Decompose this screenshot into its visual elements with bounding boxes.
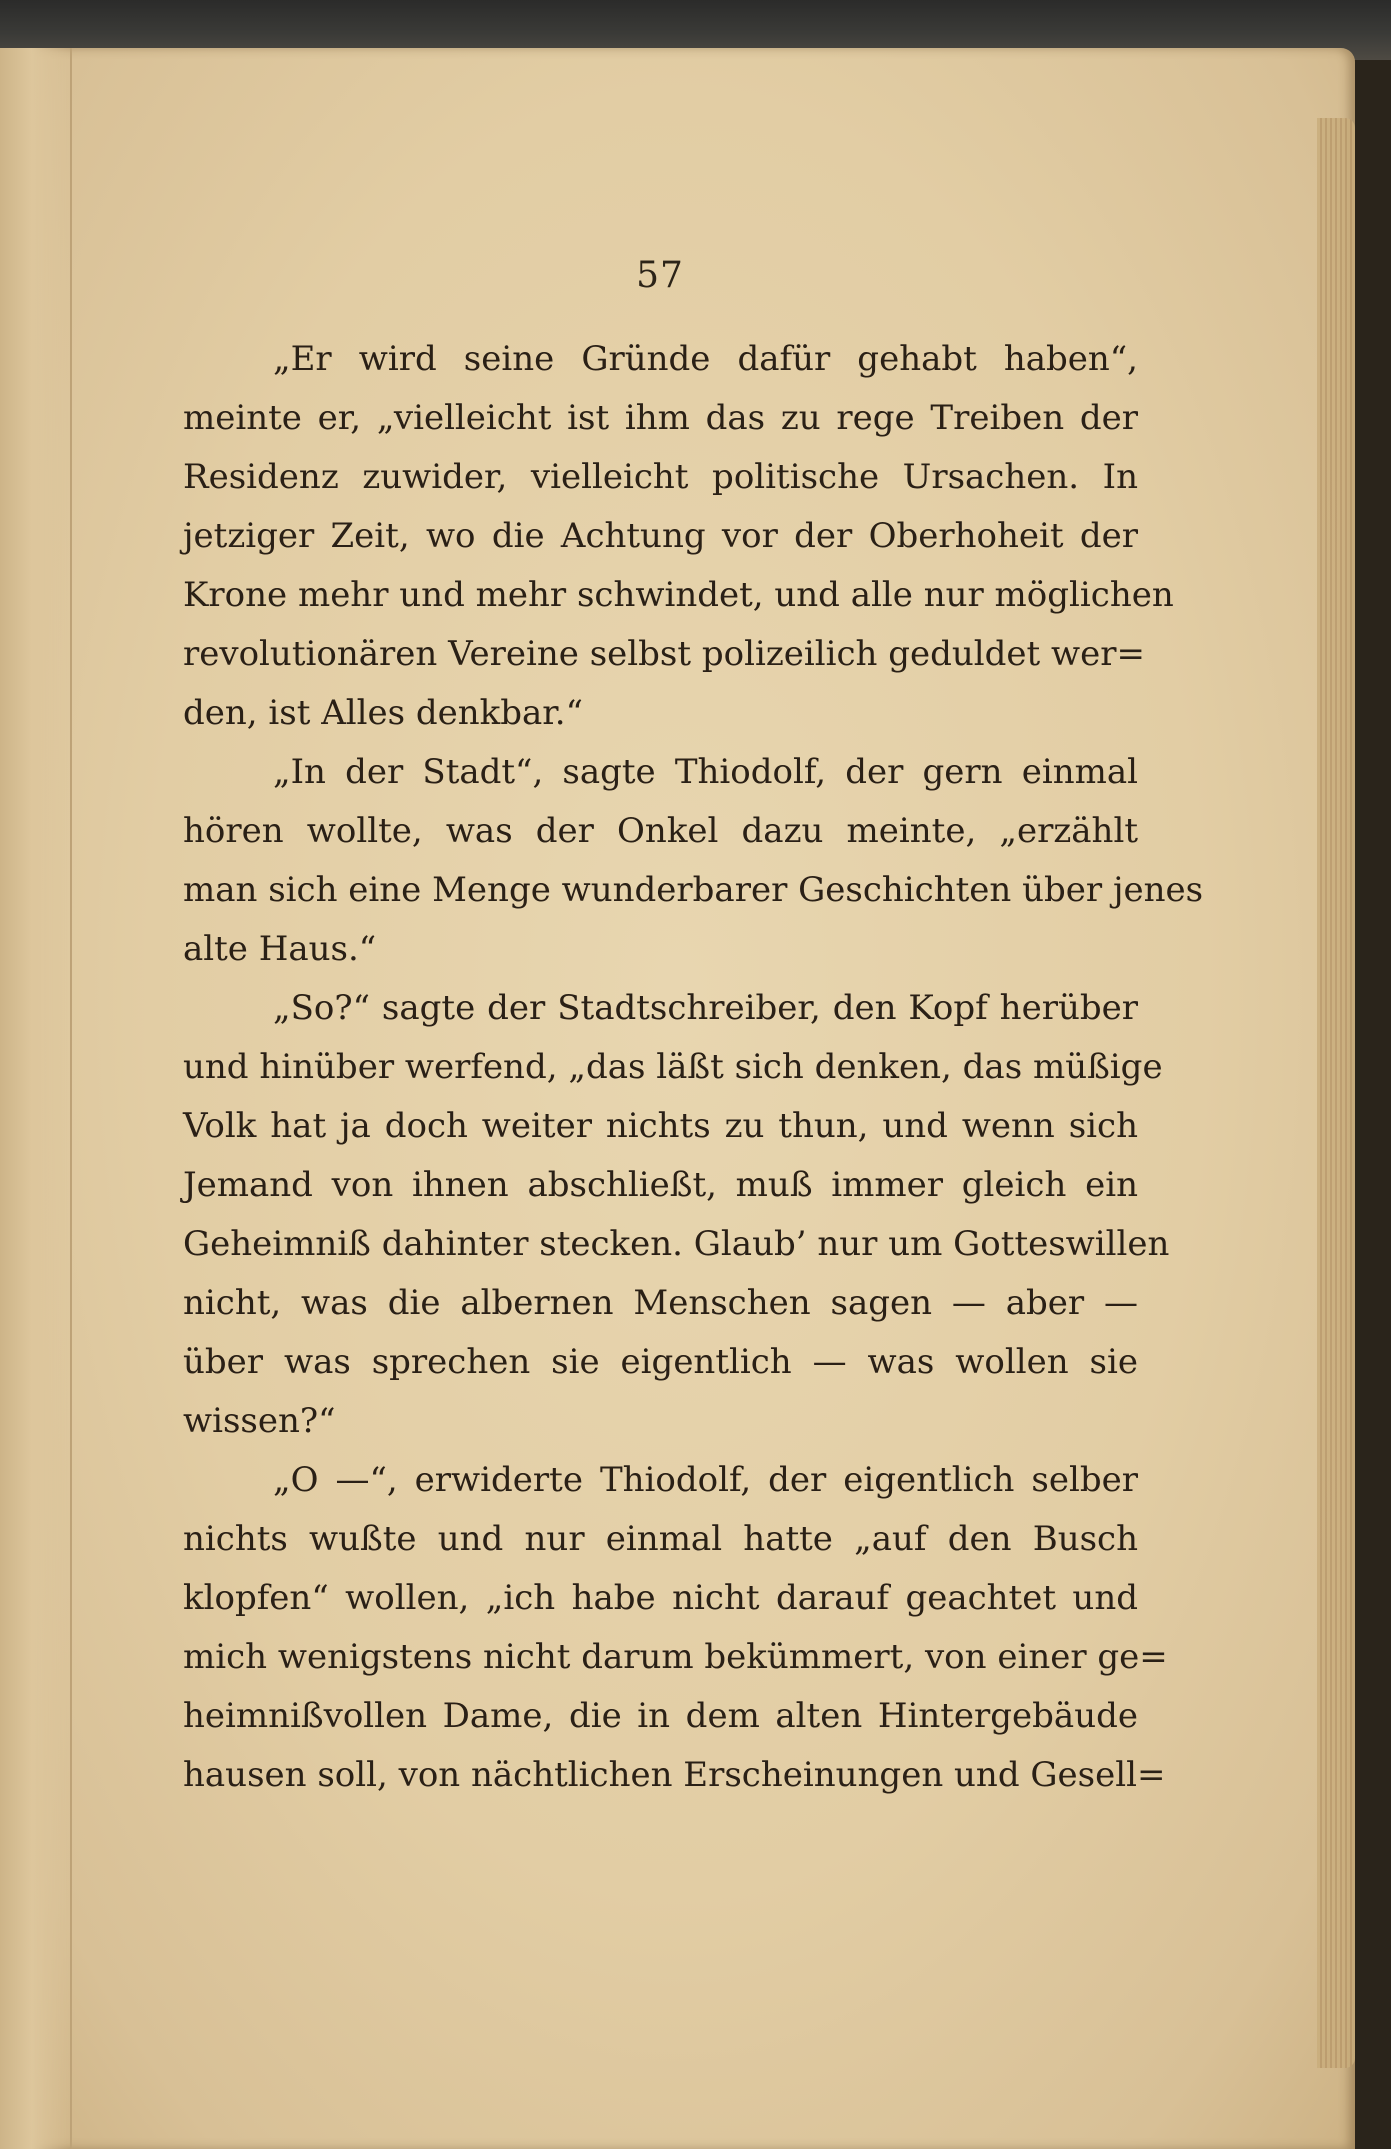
text-line: revolutionären Vereine selbst polizeilich geduldet wer= <box>183 634 1145 674</box>
text-line: Jemand von ihnen abschließt, muß immer gleich ein <box>183 1165 1138 1205</box>
text-line: Residenz zuwider, vielleicht politische Ursachen. In <box>183 457 1138 497</box>
text-line: meinte er, „vielleicht ist ihm das zu rege Treiben der <box>183 398 1138 438</box>
text-line: Volk hat ja doch weiter nichts zu thun, und wenn sich <box>183 1106 1138 1146</box>
page-number: 57 <box>636 255 684 296</box>
text-line: „So?“ sagte der Stadtschreiber, den Kopf herüber <box>273 988 1138 1028</box>
body-text <box>183 330 1204 1805</box>
text-line: klopfen“ wollen, „ich habe nicht darauf geachtet und <box>183 1578 1138 1618</box>
text-line: „O —“, erwiderte Thiodolf, der eigentlich selber <box>273 1460 1138 1500</box>
page-gutter <box>0 48 72 2149</box>
text-line: heimnißvollen Dame, die in dem alten Hintergebäude <box>183 1696 1138 1736</box>
text-line: nichts wußte und nur einmal hatte „auf den Busch <box>183 1519 1138 1559</box>
text-line: Geheimniß dahinter stecken. Glaub’ nur um Gotteswillen <box>183 1224 1170 1264</box>
text-line: über was sprechen sie eigentlich — was wollen sie <box>183 1342 1138 1382</box>
text-line: man sich eine Menge wunderbarer Geschichten über jenes <box>183 870 1204 910</box>
text-line: „In der Stadt“, sagte Thiodolf, der gern einmal <box>273 752 1138 792</box>
text-line: den, ist Alles denkbar.“ <box>183 693 583 733</box>
text-line: mich wenigstens nicht darum bekümmert, von einer ge= <box>183 1637 1168 1677</box>
page-fore-edge <box>1317 118 1355 2068</box>
text-line: hören wollte, was der Onkel dazu meinte, „erzählt <box>183 811 1138 851</box>
text-line: und hinüber werfend, „das läßt sich denken, das müßige <box>183 1047 1163 1087</box>
text-line: alte Haus.“ <box>183 929 377 969</box>
text-line: nicht, was die albernen Menschen sagen — aber — <box>183 1283 1138 1323</box>
text-line: „Er wird seine Gründe dafür gehabt haben“, <box>273 339 1138 379</box>
text-line: wissen?“ <box>183 1401 336 1441</box>
text-line: Krone mehr und mehr schwindet, und alle nur möglichen <box>183 575 1174 615</box>
text-line: hausen soll, von nächtlichen Erscheinungen und Gesell= <box>183 1755 1166 1795</box>
text-line: jetziger Zeit, wo die Achtung vor der Oberhoheit der <box>183 516 1138 556</box>
